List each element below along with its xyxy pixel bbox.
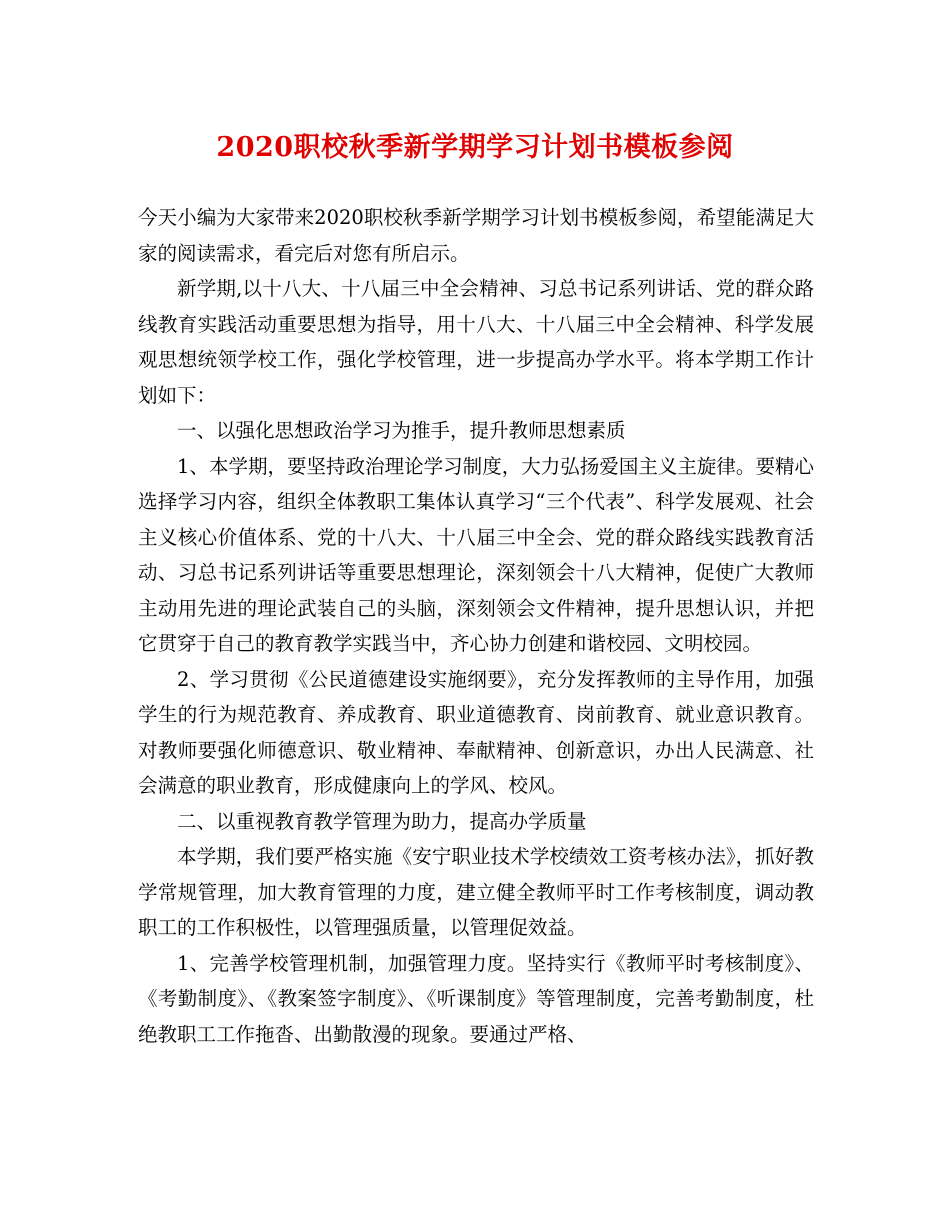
body-paragraph: 新学期,以十八大、十八届三中全会精神、习总书记系列讲话、党的群众路线教育实践活动重要思想为指导，用十八大、十八届三中全会精神、科学发展观思想统领学校工作，强化学校管理，进一步提高办学水平。将本学期工作计划如下： <box>138 277 814 407</box>
section-heading-2: 二、以重视教育教学管理为助力，提高办学质量 <box>177 809 587 833</box>
section-heading-1: 一、以强化思想政治学习为推手，提升教师思想素质 <box>177 419 626 442</box>
body-paragraph: 2、学习贯彻《公民道德建设实施纲要》，充分发挥教师的主导作用，加强学生的行为规范教育、养成教育、职业道德教育、岗前教育、就业意识教育。对教师要强化师德意识、敬业精神、奉献精神、创新意识，办出人民满意、社会满意的职业教育，形成健康向上的学风、校风。 <box>138 667 814 797</box>
body-paragraph: 本学期，我们要严格实施《安宁职业技术学校绩效工资考核办法》，抓好教学常规管理，加大教育管理的力度，建立健全教师平时工作考核制度，调动教职工的工作积极性，以管理强质量，以管理促效益。 <box>138 845 814 939</box>
body-paragraph: 1、完善学校管理机制，加强管理力度。坚持实行《教师平时考核制度》、《考勤制度》、《教案签字制度》、《听课制度》等管理制度，完善考勤制度，杜绝教职工工作拖沓、出勤散漫的现象。要通过严格、 <box>138 951 814 1046</box>
document-body <box>138 200 814 1052</box>
intro-paragraph: 今天小编为大家带来2020职校秋季新学期学习计划书模板参阅，希望能满足大家的阅读需求，看完后对您有所启示。 <box>138 206 814 265</box>
body-paragraph: 1、本学期，要坚持政治理论学习制度，大力弘扬爱国主义主旋律。要精心选择学习内容，组织全体教职工集体认真学习“三个代表”、科学发展观、社会主义核心价值体系、党的十八大、十八届三中全会、党的群众路线实践教育活动、习总书记系列讲话等重要思想理论，深刻领会十八大精神，促使广大教师主动用先进的理论武装自己的头脑，深刻领会文件精神，提升思想认识，并把它贯穿于自己的教育教学实践当中，齐心协力创建和谐校园、文明校园。 <box>138 454 814 655</box>
document-title: 2020职校秋季新学期学习计划书模板参阅 <box>216 132 734 163</box>
